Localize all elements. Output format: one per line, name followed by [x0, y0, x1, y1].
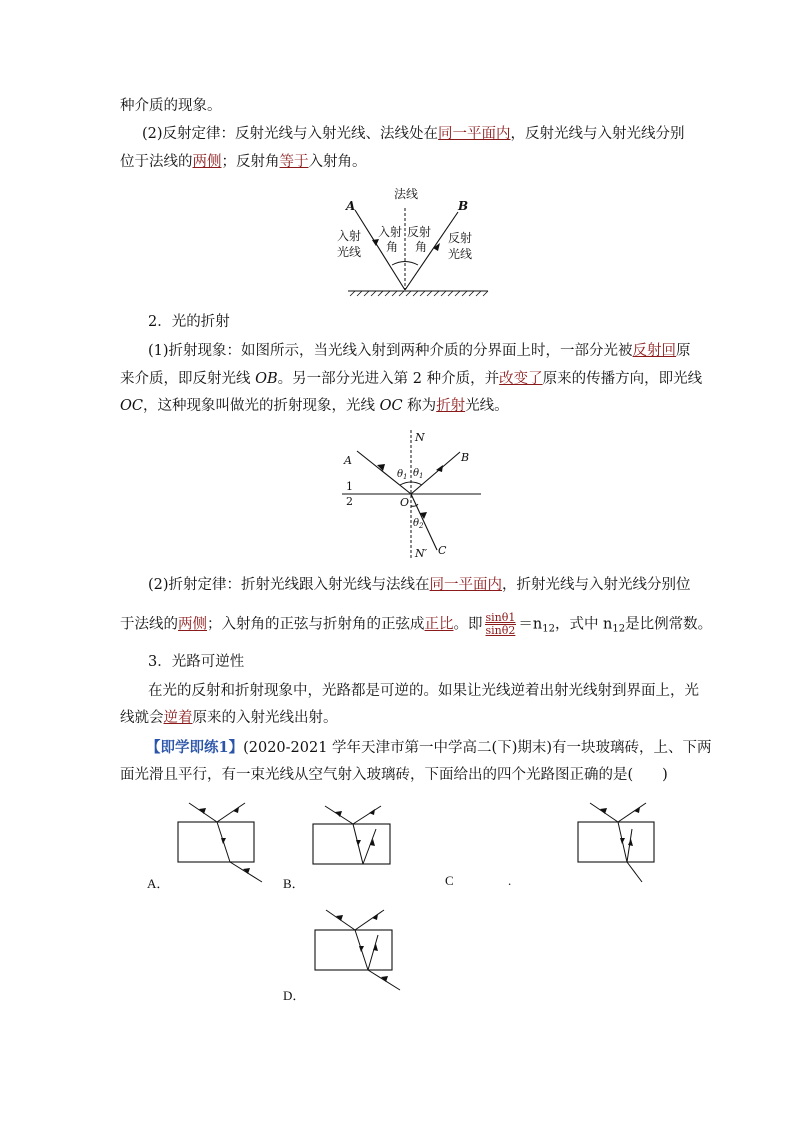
option-d-label[interactable]: D． — [283, 988, 306, 1003]
text: (2020-2021 学年天津市第一中学高二(下)期末)有一块玻璃砖，上、下两 — [243, 740, 712, 756]
text: ，这种现象叫做光的折射现象，光线 — [142, 398, 380, 414]
answer-blank: 同一平面内 — [438, 126, 511, 142]
text: ；反射角 — [221, 154, 280, 170]
option-c-diagram — [578, 803, 654, 882]
answer-blank: 两侧 — [178, 616, 207, 633]
arrow-icon — [373, 944, 378, 951]
text: 线就会 — [120, 710, 164, 726]
arrow-icon — [372, 914, 378, 920]
text: 。另一部分光进入第 2 种介质，并 — [277, 371, 500, 387]
subscript: 12 — [612, 623, 626, 635]
fraction-denominator: sinθ2 — [485, 624, 516, 637]
answer-blank: 两侧 — [192, 154, 222, 170]
arrow-icon — [628, 839, 633, 846]
text: ＝n — [518, 616, 543, 633]
exercise-line-2: 面光滑且平行，有一束光线从空气射入玻璃砖，下面给出的四个光路图正确的是( ) — [120, 767, 668, 783]
text: OC — [120, 398, 143, 414]
text: OB — [255, 371, 278, 387]
text: 入射角。 — [308, 154, 367, 170]
section-2-title: 2．光的折射 — [148, 314, 230, 330]
text: 原 — [676, 343, 691, 359]
answer-blank: 等于 — [279, 154, 309, 170]
label-C: C — [438, 544, 447, 557]
label-medium-1: 1 — [346, 480, 353, 493]
label-reflect-angle: 反射 — [407, 225, 432, 239]
text: (2)折射定律：折射光线跟入射光线与法线在 — [148, 577, 430, 593]
arrow-icon — [369, 809, 375, 815]
text: 称为 — [402, 398, 437, 414]
text: 原来的传播方向，即光线 — [542, 371, 703, 387]
text: 。即 — [453, 616, 483, 633]
option-c-dot: . — [508, 873, 512, 888]
exercise-tag: 【即学即练1】 — [146, 739, 244, 756]
label-reflect-angle: 角 — [415, 240, 428, 254]
option-d-diagram — [315, 910, 400, 990]
label-incident-ray: 光线 — [337, 245, 362, 259]
text: OC — [379, 398, 403, 414]
answer-blank: 改变了 — [499, 371, 543, 387]
text: ，式中 n — [554, 616, 613, 633]
text: (1)折射现象：如图所示，当光线入射到两种介质的分界面上时，一部分光被 — [148, 343, 633, 359]
label-N-prime: N′ — [415, 547, 428, 560]
text: (2)反射定律：反射光线与入射光线、法线处在 — [142, 126, 439, 142]
text: 于法线的 — [120, 616, 178, 633]
intro-tail: 种介质的现象。 — [120, 98, 222, 114]
answer-blank: 逆着 — [163, 710, 193, 726]
text: 原来的入射光线出射。 — [192, 710, 338, 726]
answer-blank: 反射回 — [632, 343, 677, 359]
fraction-numerator: sinθ1 — [485, 611, 516, 624]
label-O: O — [400, 496, 410, 509]
label-theta2: $\theta_2$ — [413, 518, 424, 530]
label-incident-angle: 角 — [386, 240, 399, 254]
text: 是比例常数。 — [625, 616, 713, 633]
text: 光线。 — [465, 398, 509, 414]
option-a-diagram — [178, 803, 262, 882]
reversibility-line-1: 在光的反射和折射现象中，光路都是可逆的。如果让光线逆着出射光线射到界面上，光 — [148, 683, 699, 699]
label-theta1-left: $\theta_1$ — [397, 469, 408, 481]
label-incident-ray: 入射 — [337, 229, 362, 243]
label-medium-2: 2 — [346, 495, 353, 508]
text: ；入射角的正弦与折射角的正弦成 — [207, 616, 425, 633]
text: ，反射光线与入射光线分别 — [510, 126, 685, 142]
label-theta1-right: $\theta_1$ — [413, 468, 424, 480]
answer-blank: 正比 — [424, 616, 454, 633]
answer-blank: 同一平面内 — [429, 577, 503, 593]
label-reflected-ray: 光线 — [448, 247, 473, 261]
answer-blank: 折射 — [436, 398, 466, 414]
option-b-diagram — [313, 806, 390, 864]
label-N: N — [415, 431, 425, 444]
section-3-title: 3．光路可逆性 — [148, 654, 245, 670]
label-incident-angle: 入射 — [378, 225, 403, 239]
text: 来介质，即反射光线 — [120, 371, 256, 387]
label-B: B — [461, 451, 470, 464]
text: 位于法线的 — [120, 154, 193, 170]
subscript: 12 — [542, 623, 555, 635]
option-c-label[interactable]: C — [445, 873, 454, 888]
label-reflected-ray: 反射 — [448, 231, 473, 245]
text: ，折射光线与入射光线分别位 — [502, 577, 691, 593]
label-A: A — [344, 454, 352, 467]
option-b-label[interactable]: B． — [283, 876, 305, 891]
label-normal: 法线 — [394, 187, 419, 201]
option-a-label[interactable]: A． — [147, 876, 170, 891]
label-A: A — [346, 199, 356, 213]
label-B: B — [458, 199, 469, 213]
